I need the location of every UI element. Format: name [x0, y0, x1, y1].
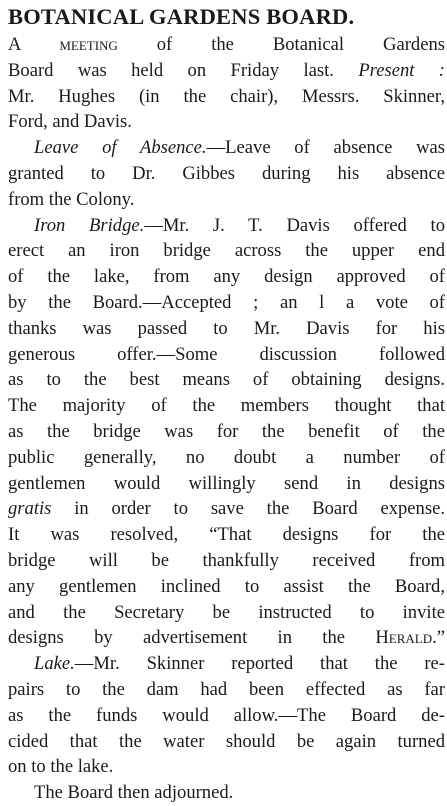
text-line: public generally, no doubt a number of: [8, 446, 445, 468]
text-line: Ford, and Davis.: [8, 111, 132, 133]
text-line: [8, 135, 445, 161]
article-headline: BOTANICAL GARDENS BOARD.: [8, 4, 355, 29]
text-line: generous offer.—Some discussion followed: [8, 343, 445, 365]
small-caps-run: Herald: [375, 627, 433, 649]
text-line: granted to Dr. Gibbes during his absence: [8, 162, 445, 184]
text-run: —Mr. J. T. Davis offered to: [144, 214, 445, 236]
text-line: as the bridge was for the benefit of the: [8, 420, 445, 442]
text-line: cided that the water should be again turned: [8, 730, 445, 752]
text-line: erect an iron bridge across the upper end: [8, 240, 445, 262]
text-line: Mr. Hughes (in the chair), Messrs. Skinner,: [8, 85, 445, 107]
text-run: .”: [432, 627, 445, 649]
text-line: by the Board.—Accepted ; an l a vote of: [8, 291, 445, 313]
text-run: Board was held on Friday last.: [8, 59, 359, 81]
text-line: [8, 496, 445, 522]
text-line: from the Colony.: [8, 188, 135, 210]
text-line: as the funds would allow.—The Board de-: [8, 704, 445, 726]
lake-paragraph: [8, 651, 445, 780]
closing-line: The Board then adjourned.: [34, 782, 234, 804]
leave-of-absence-paragraph: [8, 135, 445, 212]
text-line: on to the lake.: [8, 756, 114, 778]
text-line: of the lake, from any design approved of: [8, 266, 445, 288]
text-line: It was resolved, “That designs for the: [8, 524, 445, 546]
text-line: [8, 58, 445, 84]
section-heading: Lake.: [34, 653, 75, 675]
text-line: thanks was passed to Mr. Davis for his: [8, 317, 445, 339]
section-heading: Iron Bridge.: [34, 214, 145, 236]
text-run: in order to save the Board expense.: [51, 498, 445, 520]
text-line: [8, 625, 445, 651]
text-line: and the Secretary be instructed to invite: [8, 601, 445, 623]
italic-run: gratis: [8, 498, 52, 520]
text-line: [8, 213, 445, 239]
text-line: gentlemen would willingly send in designs: [8, 472, 445, 494]
text-line: [8, 32, 445, 58]
text-line: bridge will be thankfully received from: [8, 549, 445, 571]
intro-paragraph: [8, 32, 445, 135]
text-run: designs by advertisement in the: [8, 627, 376, 649]
section-heading: Leave of Absence.: [34, 137, 207, 159]
text-line: pairs to the dam had been effected as far: [8, 678, 445, 700]
italic-run: Present :: [358, 59, 445, 81]
text-run: of the Botanical Gardens: [117, 34, 445, 55]
text-line: The majority of the members thought that: [8, 395, 445, 417]
small-caps-lead: A meeting: [8, 34, 118, 55]
iron-bridge-paragraph: [8, 213, 445, 652]
text-line: [8, 651, 445, 677]
text-run: —Leave of absence was: [206, 137, 446, 159]
text-line: as to the best means of obtaining designs.: [8, 369, 445, 391]
text-line: any gentlemen inclined to assist the Board,: [8, 575, 445, 597]
text-run: —Mr. Skinner reported that the re-: [74, 653, 445, 675]
